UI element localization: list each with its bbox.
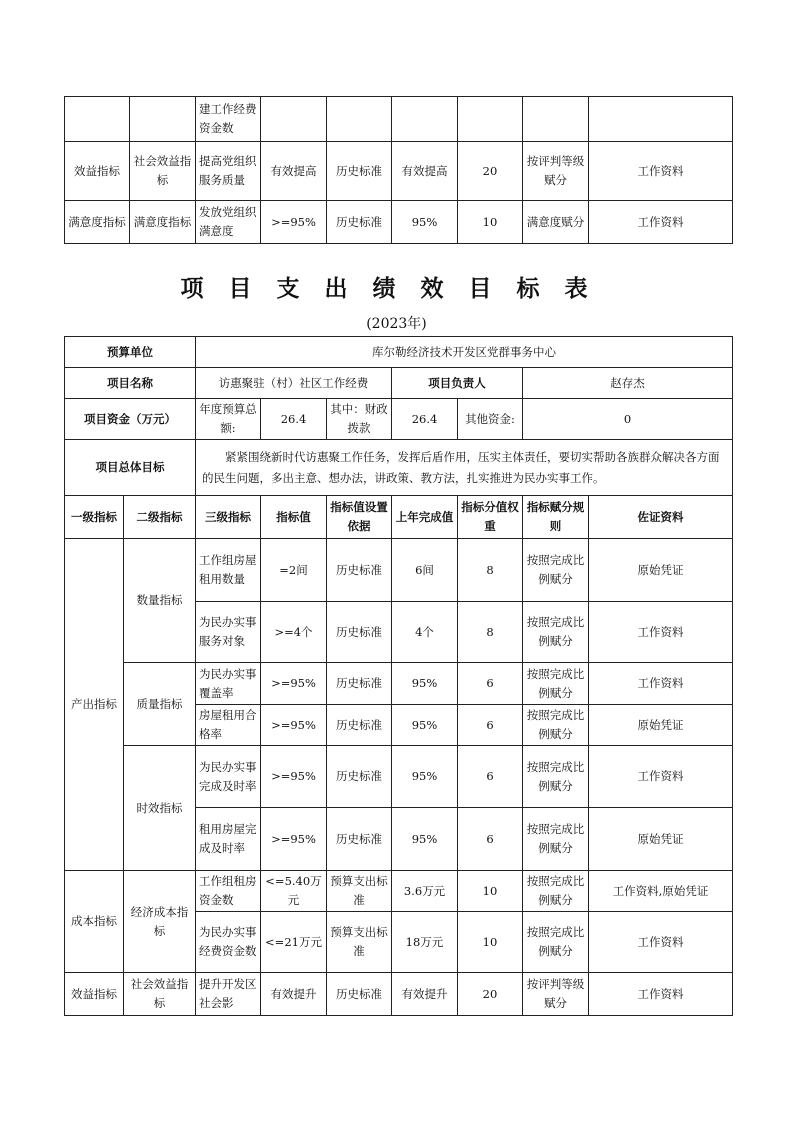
fiscal-label: 其中：财政拨款 — [327, 399, 392, 440]
rule-cell: 按照完成比例赋分 — [523, 663, 589, 705]
header-level3: 三级指标 — [196, 496, 261, 539]
evidence-cell: 工作资料 — [589, 602, 733, 663]
level3-cell: 建工作经费资金数 — [196, 97, 261, 142]
weight-cell: 8 — [458, 602, 523, 663]
evidence-cell: 工作资料 — [589, 973, 733, 1016]
budget-unit-row — [65, 337, 733, 368]
fiscal-value: 26.4 — [392, 399, 458, 440]
last-year-cell: 95% — [392, 808, 458, 871]
evidence-cell: 工作资料 — [589, 912, 733, 973]
group-timeliness: 时效指标 — [124, 746, 196, 871]
basis-cell: 预算支出标准 — [327, 871, 392, 912]
value-cell: =2间 — [261, 539, 327, 602]
level2-cell — [130, 97, 196, 142]
last-year-cell: 18万元 — [392, 912, 458, 973]
project-name-value: 访惠聚驻（村）社区工作经费 — [196, 368, 392, 399]
weight-cell: 8 — [458, 539, 523, 602]
project-lead-value: 赵存杰 — [523, 368, 733, 399]
level3-cell: 工作组房屋租用数量 — [196, 539, 261, 602]
evidence-cell: 工作资料 — [589, 663, 733, 705]
goal-value: 紧紧围绕新时代访惠聚工作任务，发挥后盾作用，压实主体责任，要切实帮助各族群众解决各方面的民生问题，多出主意、想办法，讲政策、教方法，扎实推进为民办实事工作。 — [196, 440, 733, 496]
value-cell: >=95% — [261, 808, 327, 871]
last-year-cell: 6间 — [392, 539, 458, 602]
basis-cell — [327, 97, 392, 142]
header-basis: 指标值设置依据 — [327, 496, 392, 539]
last-year-cell: 95% — [392, 201, 458, 244]
weight-cell: 6 — [458, 663, 523, 705]
rule-cell: 按照完成比例赋分 — [523, 602, 589, 663]
evidence-cell: 工作资料 — [589, 142, 733, 201]
project-name-row — [65, 368, 733, 399]
value-cell — [261, 97, 327, 142]
value-cell: >=4个 — [261, 602, 327, 663]
last-year-cell: 95% — [392, 663, 458, 705]
level3-cell: 租用房屋完成及时率 — [196, 808, 261, 871]
last-year-cell: 有效提升 — [392, 973, 458, 1016]
header-weight: 指标分值权重 — [458, 496, 523, 539]
basis-cell: 历史标准 — [327, 746, 392, 808]
level2-cell: 满意度指标 — [130, 201, 196, 244]
value-cell: 有效提升 — [261, 973, 327, 1016]
page-title: 项目支出绩效目标表 — [180, 276, 613, 302]
group-quality: 质量指标 — [124, 663, 196, 746]
level3-cell: 房屋租用合格率 — [196, 705, 261, 746]
budget-unit-label: 预算单位 — [65, 337, 196, 368]
rule-cell: 满意度赋分 — [523, 201, 589, 244]
table-row — [65, 663, 733, 705]
other-funds-value: 0 — [523, 399, 733, 440]
level1-cell: 满意度指标 — [65, 201, 130, 244]
evidence-cell: 原始凭证 — [589, 808, 733, 871]
level3-cell: 提高党组织服务质量 — [196, 142, 261, 201]
rule-cell: 按评判等级赋分 — [523, 142, 589, 201]
group-benefit: 效益指标 — [65, 973, 124, 1016]
level3-cell: 为民办实事覆盖率 — [196, 663, 261, 705]
header-level2: 二级指标 — [124, 496, 196, 539]
continuation-table — [64, 96, 733, 244]
last-year-cell: 有效提高 — [392, 142, 458, 201]
basis-cell: 历史标准 — [327, 142, 392, 201]
rule-cell — [523, 97, 589, 142]
weight-cell — [458, 97, 523, 142]
table-row — [65, 201, 733, 244]
last-year-cell — [392, 97, 458, 142]
evidence-cell — [589, 97, 733, 142]
weight-cell: 10 — [458, 201, 523, 244]
level3-cell: 为民办实事经费资金数 — [196, 912, 261, 973]
funds-label: 项目资金（万元） — [65, 399, 196, 440]
evidence-cell: 原始凭证 — [589, 705, 733, 746]
last-year-cell: 95% — [392, 705, 458, 746]
level3-cell: 为民办实事完成及时率 — [196, 746, 261, 808]
header-last-year: 上年完成值 — [392, 496, 458, 539]
table-row — [65, 871, 733, 912]
header-row — [65, 496, 733, 539]
basis-cell: 历史标准 — [327, 808, 392, 871]
evidence-cell: 工作资料 — [589, 201, 733, 244]
rule-cell: 按照完成比例赋分 — [523, 808, 589, 871]
table-row — [65, 539, 733, 602]
value-cell: <=21万元 — [261, 912, 327, 973]
weight-cell: 10 — [458, 912, 523, 973]
goal-row — [65, 440, 733, 496]
table-row — [65, 973, 733, 1016]
level3-cell: 工作组租房资金数 — [196, 871, 261, 912]
performance-table — [64, 336, 733, 1016]
table-row — [65, 746, 733, 808]
annual-budget-label: 年度预算总额: — [196, 399, 261, 440]
weight-cell: 6 — [458, 808, 523, 871]
header-value: 指标值 — [261, 496, 327, 539]
level3-cell: 发放党组织满意度 — [196, 201, 261, 244]
level1-cell: 效益指标 — [65, 142, 130, 201]
weight-cell: 20 — [458, 973, 523, 1016]
level2-cell: 社会效益指标 — [130, 142, 196, 201]
basis-cell: 预算支出标准 — [327, 912, 392, 973]
project-lead-label: 项目负责人 — [392, 368, 523, 399]
other-funds-label: 其他资金: — [458, 399, 523, 440]
evidence-cell: 原始凭证 — [589, 539, 733, 602]
table-row — [65, 142, 733, 201]
group-quantity: 数量指标 — [124, 539, 196, 663]
basis-cell: 历史标准 — [327, 663, 392, 705]
rule-cell: 按照完成比例赋分 — [523, 746, 589, 808]
weight-cell: 6 — [458, 746, 523, 808]
table-row — [65, 97, 733, 142]
level3-cell: 提升开发区社会影 — [196, 973, 261, 1016]
weight-cell: 20 — [458, 142, 523, 201]
rule-cell: 按评判等级赋分 — [523, 973, 589, 1016]
group-output: 产出指标 — [65, 539, 124, 871]
level3-cell: 为民办实事服务对象 — [196, 602, 261, 663]
project-name-label: 项目名称 — [65, 368, 196, 399]
header-rule: 指标赋分规则 — [523, 496, 589, 539]
group-economic-cost: 经济成本指标 — [124, 871, 196, 973]
last-year-cell: 4个 — [392, 602, 458, 663]
rule-cell: 按照完成比例赋分 — [523, 539, 589, 602]
value-cell: 有效提高 — [261, 142, 327, 201]
annual-budget-value: 26.4 — [261, 399, 327, 440]
rule-cell: 按照完成比例赋分 — [523, 871, 589, 912]
basis-cell: 历史标准 — [327, 973, 392, 1016]
value-cell: >=95% — [261, 746, 327, 808]
basis-cell: 历史标准 — [327, 705, 392, 746]
weight-cell: 6 — [458, 705, 523, 746]
basis-cell: 历史标准 — [327, 539, 392, 602]
value-cell: <=5.40万元 — [261, 871, 327, 912]
rule-cell: 按照完成比例赋分 — [523, 912, 589, 973]
level1-cell — [65, 97, 130, 142]
funds-row — [65, 399, 733, 440]
basis-cell: 历史标准 — [327, 201, 392, 244]
year-subtitle: (2023年) — [366, 316, 427, 332]
header-level1: 一级指标 — [65, 496, 124, 539]
group-cost: 成本指标 — [65, 871, 124, 973]
budget-unit-value: 库尔勒经济技术开发区党群事务中心 — [196, 337, 733, 368]
basis-cell: 历史标准 — [327, 602, 392, 663]
last-year-cell: 3.6万元 — [392, 871, 458, 912]
header-evidence: 佐证资料 — [589, 496, 733, 539]
value-cell: >=95% — [261, 201, 327, 244]
last-year-cell: 95% — [392, 746, 458, 808]
rule-cell: 按照完成比例赋分 — [523, 705, 589, 746]
evidence-cell: 工作资料 — [589, 746, 733, 808]
value-cell: >=95% — [261, 705, 327, 746]
evidence-cell: 工作资料,原始凭证 — [589, 871, 733, 912]
weight-cell: 10 — [458, 871, 523, 912]
value-cell: >=95% — [261, 663, 327, 705]
group-social-benefit: 社会效益指标 — [124, 973, 196, 1016]
goal-label: 项目总体目标 — [65, 440, 196, 496]
